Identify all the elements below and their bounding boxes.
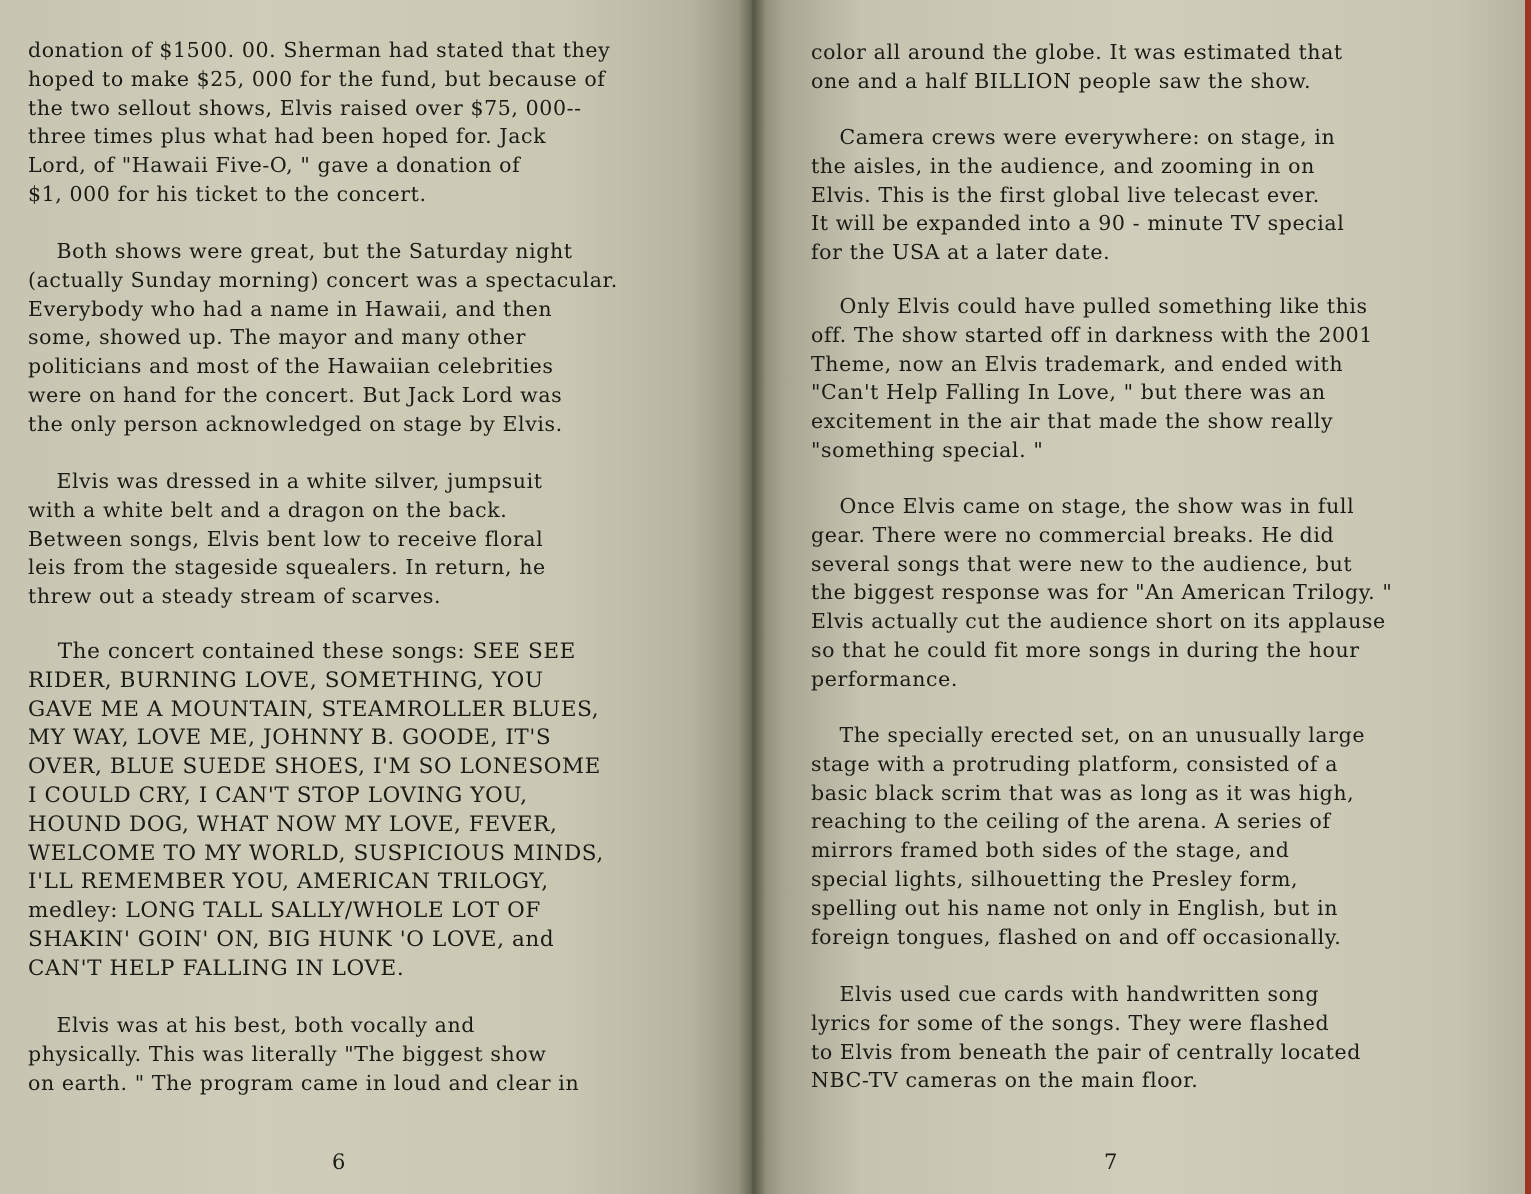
text-line: the biggest response was for "An American Trilogy. " <box>811 580 1393 605</box>
text-line: basic black scrim that was as long as it was high, <box>811 780 1355 805</box>
text-line: Elvis. This is the first global live telecast ever. <box>811 182 1320 207</box>
text-line: lyrics for some of the songs. They were flashed <box>811 1010 1330 1035</box>
right-paragraph-2 <box>811 123 1344 267</box>
text-line: foreign tongues, flashed on and off occasionally. <box>811 924 1342 949</box>
text-line: CAN'T HELP FALLING IN LOVE. <box>28 955 405 981</box>
text-line: "Can't Help Falling In Love, " but there was an <box>811 380 1326 405</box>
text-line: (actually Sunday morning) concert was a spectacular. <box>28 267 618 292</box>
left-paragraph-5 <box>28 1011 579 1097</box>
text-line: I COULD CRY, I CAN'T STOP LOVING YOU, <box>28 782 528 808</box>
text-line: special lights, silhouetting the Presley form, <box>811 866 1299 891</box>
text-line: Elvis was dressed in a white silver, jumpsuit <box>28 469 543 493</box>
text-line: medley: LONG TALL SALLY/WHOLE LOT OF <box>28 898 541 924</box>
left-paragraph-4-song-list <box>28 638 604 984</box>
text-line: leis from the stageside squealers. In return, he <box>28 555 546 580</box>
text-line: so that he could fit more songs in during the hour <box>811 637 1360 662</box>
text-line: It will be expanded into a 90 - minute TV special <box>811 211 1345 236</box>
text-line: Elvis was at his best, both vocally and <box>28 1013 475 1037</box>
text-line: MY WAY, LOVE ME, JOHNNY B. GOODE, IT'S <box>28 725 552 751</box>
left-paragraph-2 <box>28 237 618 439</box>
text-line: Camera crews were everywhere: on stage, in <box>811 125 1336 149</box>
right-paragraph-6 <box>811 980 1361 1095</box>
text-line: Only Elvis could have pulled something like this <box>811 294 1368 318</box>
text-line: for the USA at a later date. <box>811 240 1111 265</box>
text-line: performance. <box>811 666 958 691</box>
text-line: RIDER, BURNING LOVE, SOMETHING, YOU <box>28 667 544 693</box>
text-line: Elvis used cue cards with handwritten song <box>811 982 1320 1006</box>
text-line: $1, 000 for his ticket to the concert. <box>28 181 427 206</box>
text-line: Between songs, Elvis bent low to receive floral <box>28 526 544 551</box>
left-paragraph-1 <box>28 36 610 209</box>
text-line: NBC-TV cameras on the main floor. <box>811 1068 1199 1093</box>
text-line: excitement in the air that made the show really <box>811 409 1334 434</box>
text-line: to Elvis from beneath the pair of centrally located <box>811 1039 1361 1064</box>
text-line: one and a half BILLION people saw the show. <box>811 68 1312 93</box>
text-line: WELCOME TO MY WORLD, SUSPICIOUS MINDS, <box>28 840 604 866</box>
text-line: OVER, BLUE SUEDE SHOES, I'M SO LONESOME <box>28 754 601 780</box>
text-line: gear. There were no commercial breaks. He did <box>811 522 1335 547</box>
text-line: the aisles, in the audience, and zooming in on <box>811 153 1315 178</box>
text-line: the only person acknowledged on stage by Elvis. <box>28 411 563 436</box>
text-line: three times plus what had been hoped for. Jack <box>28 124 547 149</box>
text-line: Lord, of "Hawaii Five-O, " gave a donation of <box>28 153 521 178</box>
text-line: hoped to make $25, 000 for the fund, but because of <box>28 66 606 91</box>
text-line: spelling out his name not only in English, but in <box>811 895 1339 920</box>
text-line: with a white belt and a dragon on the back. <box>28 497 508 522</box>
text-line: off. The show started off in darkness with the 2001 <box>811 322 1373 347</box>
text-line: Elvis actually cut the audience short on its applause <box>811 609 1386 634</box>
right-paragraph-4 <box>811 492 1392 694</box>
text-line: physically. This was literally "The biggest show <box>28 1041 547 1066</box>
text-line: politicians and most of the Hawaiian celebrities <box>28 354 554 379</box>
text-line: several songs that were new to the audience, but <box>811 551 1353 576</box>
text-line: Theme, now an Elvis trademark, and ended with <box>811 351 1344 376</box>
right-page <box>752 0 1531 1194</box>
text-line: donation of $1500. 00. Sherman had stated that they <box>28 38 611 62</box>
text-line: HOUND DOG, WHAT NOW MY LOVE, FEVER, <box>28 811 558 837</box>
text-line: SHAKIN' GOIN' ON, BIG HUNK 'O LOVE, and <box>28 926 555 952</box>
right-paragraph-1 <box>811 38 1343 96</box>
text-line: reaching to the ceiling of the arena. A series of <box>811 809 1331 834</box>
text-line: Both shows were great, but the Saturday night <box>28 239 573 263</box>
text-line: The specially erected set, on an unusually large <box>811 723 1366 747</box>
text-line: threw out a steady stream of scarves. <box>28 584 442 609</box>
text-line: I'LL REMEMBER YOU, AMERICAN TRILOGY, <box>28 869 549 895</box>
book-cover-edge <box>1525 0 1531 1194</box>
text-line: Everybody who had a name in Hawaii, and then <box>28 296 553 321</box>
right-paragraph-5 <box>811 721 1365 951</box>
book-gutter <box>738 0 766 1194</box>
text-line: color all around the globe. It was estimated that <box>811 40 1343 64</box>
text-line: the two sellout shows, Elvis raised over $75, 000-- <box>28 95 582 120</box>
text-line: Once Elvis came on stage, the show was in full <box>811 494 1355 518</box>
text-line: were on hand for the concert. But Jack Lord was <box>28 382 563 407</box>
text-line: some, showed up. The mayor and many other <box>28 325 526 350</box>
page-number-right: 7 <box>1104 1150 1118 1174</box>
left-page <box>0 0 752 1194</box>
text-line: stage with a protruding platform, consisted of a <box>811 751 1339 776</box>
page-number-left: 6 <box>332 1150 346 1174</box>
text-line: GAVE ME A MOUNTAIN, STEAMROLLER BLUES, <box>28 696 600 722</box>
left-paragraph-3 <box>28 467 546 611</box>
text-line: on earth. " The program came in loud and clear in <box>28 1070 580 1095</box>
right-paragraph-3 <box>811 292 1373 465</box>
text-line: "something special. " <box>811 437 1044 462</box>
text-line: The concert contained these songs: SEE SEE <box>28 639 576 664</box>
text-line: mirrors framed both sides of the stage, and <box>811 838 1290 863</box>
